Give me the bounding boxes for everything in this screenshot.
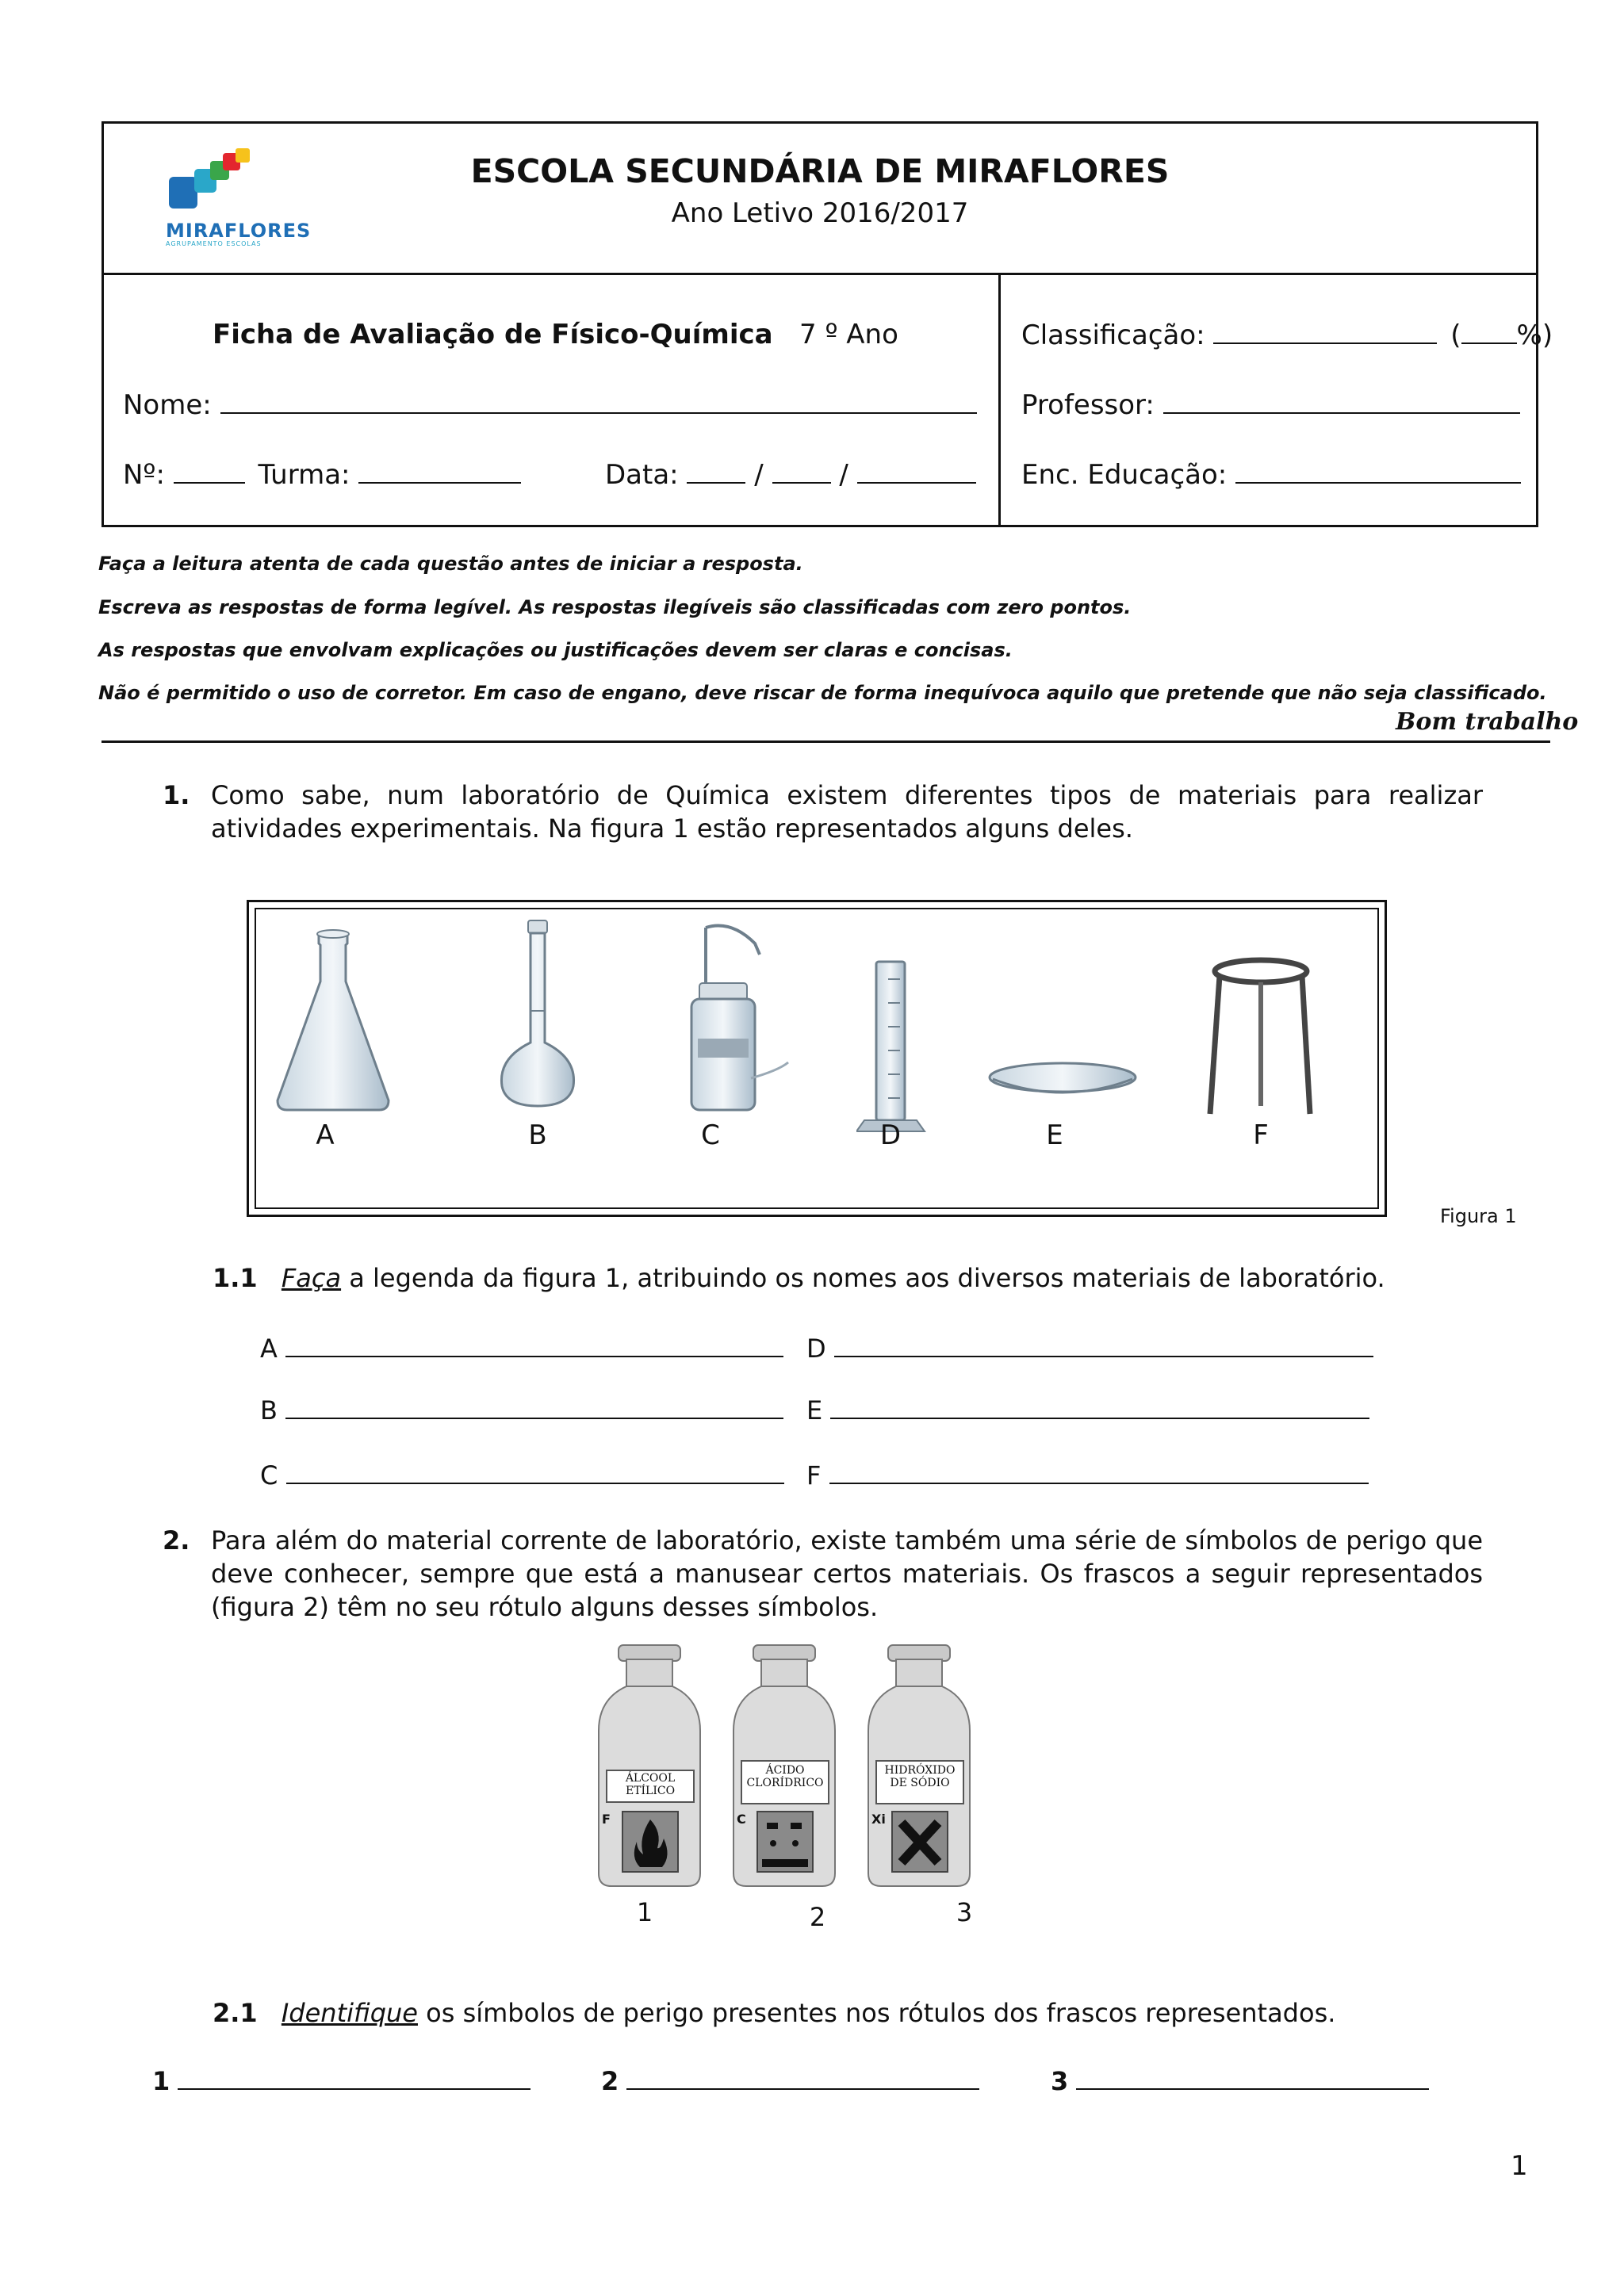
q2-1-text: os símbolos de perigo presentes nos rótulos dos frascos representados. (417, 1998, 1336, 2028)
teacher-label: Professor: (1021, 389, 1155, 421)
guardian-field[interactable] (1235, 458, 1521, 484)
answer-field-3[interactable] (1076, 2066, 1429, 2090)
erlenmeyer-flask-icon (270, 926, 396, 1116)
school-name: ESCOLA SECUNDÁRIA DE MIRAFLORES (470, 152, 1170, 190)
date-label: Data: (605, 459, 679, 491)
percent-open: ( (1450, 320, 1461, 351)
guardian-label: Enc. Educação: (1021, 459, 1228, 491)
answer-row-d (806, 1334, 1373, 1364)
q1-text: Como sabe, num laboratório de Química existem diferentes tipos de materiais para realizar atividades experimentais. Na figura 1 estão representados alguns deles. (211, 780, 1483, 844)
answer-letter-f: F (806, 1460, 822, 1490)
figure-label-e: E (1046, 1119, 1063, 1151)
bottles-figure (591, 1636, 1011, 1897)
date-day-field[interactable] (687, 458, 745, 484)
answer-row-3 (1051, 2066, 1429, 2096)
classification-row (1021, 319, 1553, 351)
teacher-row (1021, 388, 1520, 421)
name-label: Nome: (123, 389, 212, 421)
bottle-2-code: C (737, 1812, 746, 1827)
instruction-1: Faça a leitura atenta de cada questão antes de iniciar a resposta. (98, 553, 803, 575)
answer-letter-e: E (806, 1395, 823, 1425)
answer-field-c[interactable] (286, 1460, 784, 1484)
figure-label-b: B (528, 1119, 547, 1151)
figure-label-d: D (879, 1119, 902, 1151)
instructions-divider (102, 740, 1550, 743)
bottle-1-code: F (602, 1812, 611, 1827)
figure-1-caption: Figura 1 (1440, 1205, 1517, 1227)
percent-close: %) (1516, 320, 1553, 351)
grade-label (799, 319, 898, 350)
answer-field-a[interactable] (285, 1334, 783, 1357)
wash-bottle-icon (684, 920, 795, 1118)
answer-field-e[interactable] (830, 1395, 1369, 1419)
bottle-2-label: ÁCIDO CLORÍDRICO (746, 1764, 824, 1789)
teacher-field[interactable] (1163, 388, 1520, 414)
q2-1-statement (213, 1998, 1335, 2028)
bottle-number-1: 1 (636, 1897, 653, 1927)
date-row (605, 458, 976, 491)
name-row (123, 388, 977, 421)
answer-field-d[interactable] (834, 1334, 1373, 1357)
tripod-stand-icon (1205, 955, 1316, 1122)
q2-number: 2. (163, 1525, 190, 1556)
number-row (123, 458, 521, 491)
bottle-3-code: Xi (871, 1812, 886, 1827)
answer-letter-c: C (260, 1460, 278, 1490)
figure-label-c: C (701, 1119, 720, 1151)
guardian-row (1021, 458, 1521, 491)
sheet-title: Ficha de Avaliação de Físico-Química (213, 319, 773, 350)
q1-number: 1. (163, 780, 190, 810)
answer-field-2[interactable] (626, 2066, 979, 2090)
bottle-1-label: ÁLCOOL ETÍLICO (625, 1772, 676, 1797)
answer-field-f[interactable] (829, 1460, 1369, 1484)
bottle-number-2: 2 (809, 1902, 826, 1932)
school-year: Ano Letivo 2016/2017 (671, 197, 969, 229)
volumetric-flask-icon (494, 916, 581, 1114)
instruction-3: As respostas que envolvam explicações ou justificações devem ser claras e concisas. (98, 639, 1013, 661)
name-field[interactable] (220, 388, 977, 414)
q1-1-statement (213, 1263, 1385, 1293)
instruction-4: Não é permitido o uso de corretor. Em caso de engano, deve riscar de forma inequívoca aquilo que pretende que não seja classificado. (98, 682, 1547, 704)
graduated-cylinder-icon (856, 955, 928, 1146)
q1-1-text: a legenda da figura 1, atribuindo os nomes aos diversos materiais de laboratório. (341, 1263, 1385, 1293)
logo-text: MIRAFLORES (166, 220, 312, 242)
answer-number-2: 2 (601, 2066, 619, 2096)
q1-1-number: 1.1 (213, 1263, 258, 1293)
answer-letter-a: A (260, 1334, 278, 1364)
page-number: 1 (1511, 2150, 1528, 2182)
number-label: Nº: (123, 459, 165, 491)
header-divider (102, 273, 1538, 275)
answer-row-2 (601, 2066, 979, 2096)
date-year-field[interactable] (857, 458, 976, 484)
answer-field-1[interactable] (178, 2066, 530, 2090)
logo-subtext: AGRUPAMENTO ESCOLAS (166, 240, 262, 247)
good-luck: Bom trabalho (1396, 708, 1579, 736)
grade: 7 º Ano (799, 319, 898, 350)
percent-field[interactable] (1461, 319, 1517, 344)
bottle-number-3: 3 (956, 1897, 973, 1927)
answer-row-1 (152, 2066, 530, 2096)
date-separator: / (754, 459, 764, 491)
bottle-1 (599, 1645, 700, 1886)
answer-row-b (260, 1395, 783, 1425)
q2-1-number: 2.1 (213, 1998, 258, 2028)
figure-label-f: F (1253, 1119, 1269, 1151)
answer-row-c (260, 1460, 784, 1490)
answer-row-f (806, 1460, 1369, 1490)
date-separator: / (839, 459, 848, 491)
classification-label: Classificação: (1021, 320, 1205, 351)
answer-number-1: 1 (152, 2066, 170, 2096)
answer-row-a (260, 1334, 783, 1364)
q2-1-verb: Identifique (281, 1998, 418, 2028)
answer-number-3: 3 (1051, 2066, 1069, 2096)
date-month-field[interactable] (772, 458, 831, 484)
answer-letter-d: D (806, 1334, 826, 1364)
bottle-3-label: HIDRÓXIDO DE SÓDIO (884, 1764, 956, 1789)
instruction-2: Escreva as respostas de forma legível. As respostas ilegíveis são classificadas com zero pontos. (98, 596, 1132, 618)
q2-text: Para além do material corrente de laboratório, existe também uma série de símbolos de perigo que deve conhecer, sempre que está a manusear certos materiais. Os frascos a seguir representados (figura 2) têm no seu rótulo alguns desses símbolos. (211, 1525, 1483, 1622)
q1-1-verb: Faça (281, 1263, 342, 1293)
class-label: Turma: (258, 459, 350, 491)
header-vertical-divider (998, 273, 1001, 527)
answer-field-b[interactable] (285, 1395, 783, 1419)
classification-field[interactable] (1213, 319, 1437, 344)
answer-letter-b: B (260, 1395, 278, 1425)
class-field[interactable] (358, 458, 521, 484)
figure-label-a: A (316, 1119, 335, 1151)
number-field[interactable] (174, 458, 245, 484)
answer-row-e (806, 1395, 1369, 1425)
watch-glass-icon (983, 1058, 1142, 1106)
